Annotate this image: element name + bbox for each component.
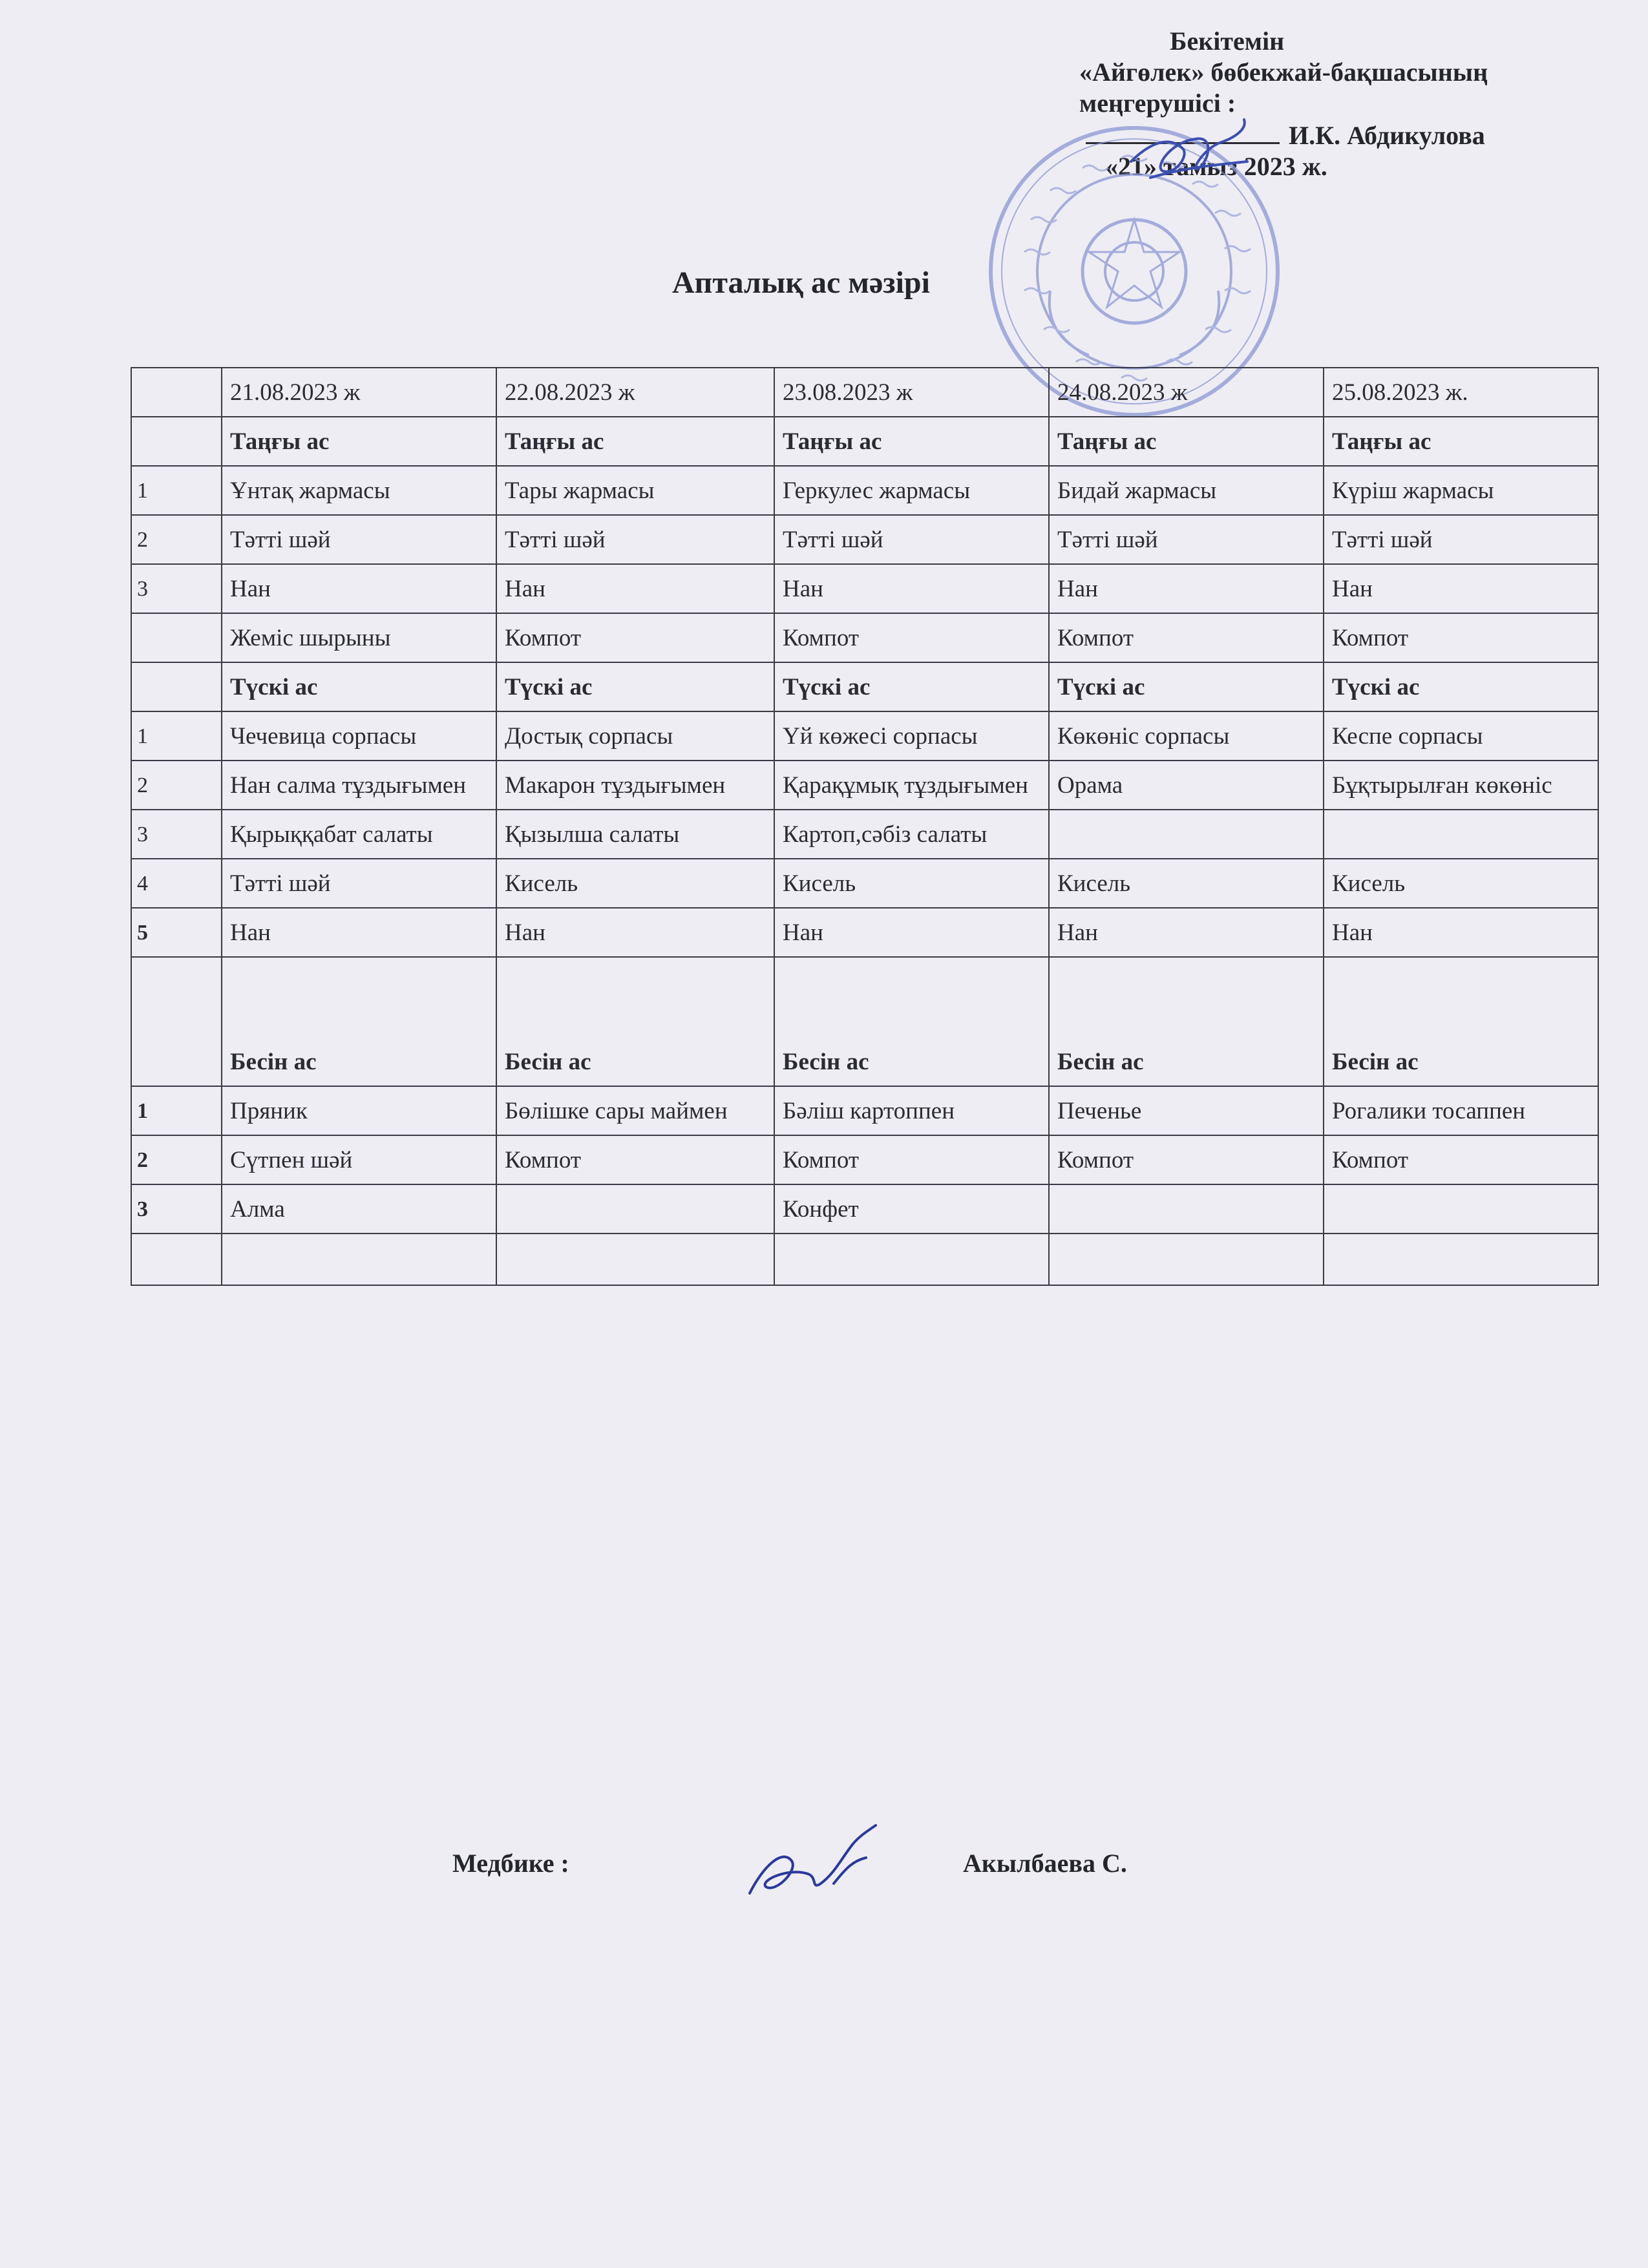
menu-cell: Үй көжесі сорпасы xyxy=(774,711,1049,761)
menu-cell: Тәтті шәй xyxy=(222,859,496,908)
menu-cell: Қарақұмық тұздығымен xyxy=(774,761,1049,810)
menu-cell: Конфет xyxy=(774,1184,1049,1234)
row-number xyxy=(131,613,222,662)
menu-cell: Нан xyxy=(1049,564,1324,613)
row-number: 3 xyxy=(131,564,222,613)
table-row xyxy=(131,515,1598,564)
menu-cell: Тәтті шәй xyxy=(222,515,496,564)
meal-label: Бесін ас xyxy=(496,957,774,1086)
page-title: Апталық ас мәзірі xyxy=(672,266,930,300)
menu-cell: Кисель xyxy=(1049,859,1324,908)
date-cell: 24.08.2023 ж xyxy=(1049,368,1324,417)
menu-cell: Компот xyxy=(774,1135,1049,1184)
table-corner-cell xyxy=(131,368,222,417)
menu-cell xyxy=(1324,810,1598,859)
table-row xyxy=(131,711,1598,761)
menu-cell: Компот xyxy=(496,1135,774,1184)
nurse-label: Медбике : xyxy=(452,1849,569,1878)
menu-cell xyxy=(496,1184,774,1234)
table-row xyxy=(131,613,1598,662)
meal-label: Таңғы ас xyxy=(774,417,1049,466)
menu-cell: Нан xyxy=(496,564,774,613)
table-empty-cell xyxy=(1324,1234,1598,1285)
menu-cell: Кеспе сорпасы xyxy=(1324,711,1598,761)
meal-label: Түскі ас xyxy=(1324,662,1598,711)
approval-date: «21» тамыз 2023 ж. xyxy=(1105,152,1327,181)
breakfast-header-row xyxy=(131,417,1598,466)
menu-cell: Нан xyxy=(1049,908,1324,957)
menu-cell: Печенье xyxy=(1049,1086,1324,1135)
row-number: 4 xyxy=(131,859,222,908)
row-number: 2 xyxy=(131,515,222,564)
table-row xyxy=(131,908,1598,957)
table-row xyxy=(131,810,1598,859)
menu-cell: Достық сорпасы xyxy=(496,711,774,761)
menu-cell: Нан салма тұздығымен xyxy=(222,761,496,810)
menu-cell: Компот xyxy=(774,613,1049,662)
menu-cell xyxy=(1324,1184,1598,1234)
menu-cell: Бәліш картоппен xyxy=(774,1086,1049,1135)
menu-cell: Компот xyxy=(1324,613,1598,662)
row-number: 3 xyxy=(131,810,222,859)
menu-cell: Нан xyxy=(1324,564,1598,613)
menu-cell: Макарон тұздығымен xyxy=(496,761,774,810)
table-row xyxy=(131,1135,1598,1184)
menu-cell: Пряник xyxy=(222,1086,496,1135)
meal-label: Бесін ас xyxy=(1324,957,1598,1086)
menu-cell: Тәтті шәй xyxy=(496,515,774,564)
nurse-signature-icon xyxy=(737,1822,885,1913)
table-empty-cell xyxy=(1049,1234,1324,1285)
meal-label: Таңғы ас xyxy=(222,417,496,466)
table-empty-cell xyxy=(131,1234,222,1285)
table-row xyxy=(131,564,1598,613)
menu-cell: Чечевица сорпасы xyxy=(222,711,496,761)
table-row xyxy=(131,1234,1598,1285)
director-signature-icon xyxy=(1125,116,1254,200)
table-empty-cell xyxy=(222,1234,496,1285)
menu-cell: Алма xyxy=(222,1184,496,1234)
meal-label: Бесін ас xyxy=(222,957,496,1086)
menu-cell: Компот xyxy=(1324,1135,1598,1184)
menu-cell: Күріш жармасы xyxy=(1324,466,1598,515)
approval-heading: Бекітемін xyxy=(1170,26,1285,56)
row-number: 2 xyxy=(131,761,222,810)
menu-cell: Қызылша салаты xyxy=(496,810,774,859)
approval-position: меңгерушісі : xyxy=(1079,89,1236,118)
row-number: 1 xyxy=(131,711,222,761)
menu-cell: Нан xyxy=(1324,908,1598,957)
approval-signer: И.К. Абдикулова xyxy=(1289,121,1485,150)
menu-cell: Бұқтырылған көкөніс xyxy=(1324,761,1598,810)
table-empty-cell xyxy=(131,417,222,466)
menu-cell: Нан xyxy=(774,564,1049,613)
table-row xyxy=(131,859,1598,908)
meal-label: Түскі ас xyxy=(1049,662,1324,711)
menu-cell: Компот xyxy=(1049,1135,1324,1184)
menu-cell: Кисель xyxy=(774,859,1049,908)
meal-label: Таңғы ас xyxy=(1049,417,1324,466)
menu-cell: Жеміс шырыны xyxy=(222,613,496,662)
meal-label: Таңғы ас xyxy=(1324,417,1598,466)
meal-label: Түскі ас xyxy=(774,662,1049,711)
menu-cell: Тары жармасы xyxy=(496,466,774,515)
menu-cell: Тәтті шәй xyxy=(1049,515,1324,564)
menu-cell: Нан xyxy=(222,908,496,957)
date-cell: 21.08.2023 ж xyxy=(222,368,496,417)
menu-cell: Ұнтақ жармасы xyxy=(222,466,496,515)
table-empty-cell xyxy=(131,662,222,711)
menu-cell: Рогалики тосаппен xyxy=(1324,1086,1598,1135)
table-empty-cell xyxy=(774,1234,1049,1285)
menu-cell: Нан xyxy=(222,564,496,613)
menu-cell: Кисель xyxy=(1324,859,1598,908)
menu-cell xyxy=(1049,1184,1324,1234)
meal-label: Бесін ас xyxy=(1049,957,1324,1086)
meal-label: Бесін ас xyxy=(774,957,1049,1086)
menu-cell: Тәтті шәй xyxy=(1324,515,1598,564)
row-number: 1 xyxy=(131,466,222,515)
table-row xyxy=(131,1184,1598,1234)
meal-label: Түскі ас xyxy=(496,662,774,711)
table-empty-cell xyxy=(496,1234,774,1285)
lunch-header-row xyxy=(131,662,1598,711)
meal-label: Түскі ас xyxy=(222,662,496,711)
menu-cell: Компот xyxy=(496,613,774,662)
weekly-menu-table xyxy=(131,367,1599,1286)
dates-row xyxy=(131,368,1598,417)
table-row xyxy=(131,761,1598,810)
menu-cell: Орама xyxy=(1049,761,1324,810)
table-empty-cell xyxy=(131,957,222,1086)
row-number: 1 xyxy=(131,1086,222,1135)
menu-cell: Қырыққабат салаты xyxy=(222,810,496,859)
afternoon-header-row xyxy=(131,957,1598,1086)
date-cell: 22.08.2023 ж xyxy=(496,368,774,417)
row-number: 3 xyxy=(131,1184,222,1234)
date-cell: 23.08.2023 ж xyxy=(774,368,1049,417)
menu-cell: Картоп,сәбіз салаты xyxy=(774,810,1049,859)
table-row xyxy=(131,466,1598,515)
menu-cell: Геркулес жармасы xyxy=(774,466,1049,515)
menu-cell: Нан xyxy=(496,908,774,957)
approval-organization: «Айгөлек» бөбекжай-бақшасының xyxy=(1079,58,1488,87)
menu-cell: Бидай жармасы xyxy=(1049,466,1324,515)
meal-label: Таңғы ас xyxy=(496,417,774,466)
menu-cell: Көкөніс сорпасы xyxy=(1049,711,1324,761)
nurse-name: Акылбаева С. xyxy=(963,1849,1127,1878)
row-number: 5 xyxy=(131,908,222,957)
menu-cell: Сүтпен шәй xyxy=(222,1135,496,1184)
menu-cell: Бөлішке сары маймен xyxy=(496,1086,774,1135)
menu-cell: Тәтті шәй xyxy=(774,515,1049,564)
menu-cell: Нан xyxy=(774,908,1049,957)
date-cell: 25.08.2023 ж. xyxy=(1324,368,1598,417)
table-row xyxy=(131,1086,1598,1135)
menu-cell: Кисель xyxy=(496,859,774,908)
menu-cell xyxy=(1049,810,1324,859)
menu-cell: Компот xyxy=(1049,613,1324,662)
row-number: 2 xyxy=(131,1135,222,1184)
